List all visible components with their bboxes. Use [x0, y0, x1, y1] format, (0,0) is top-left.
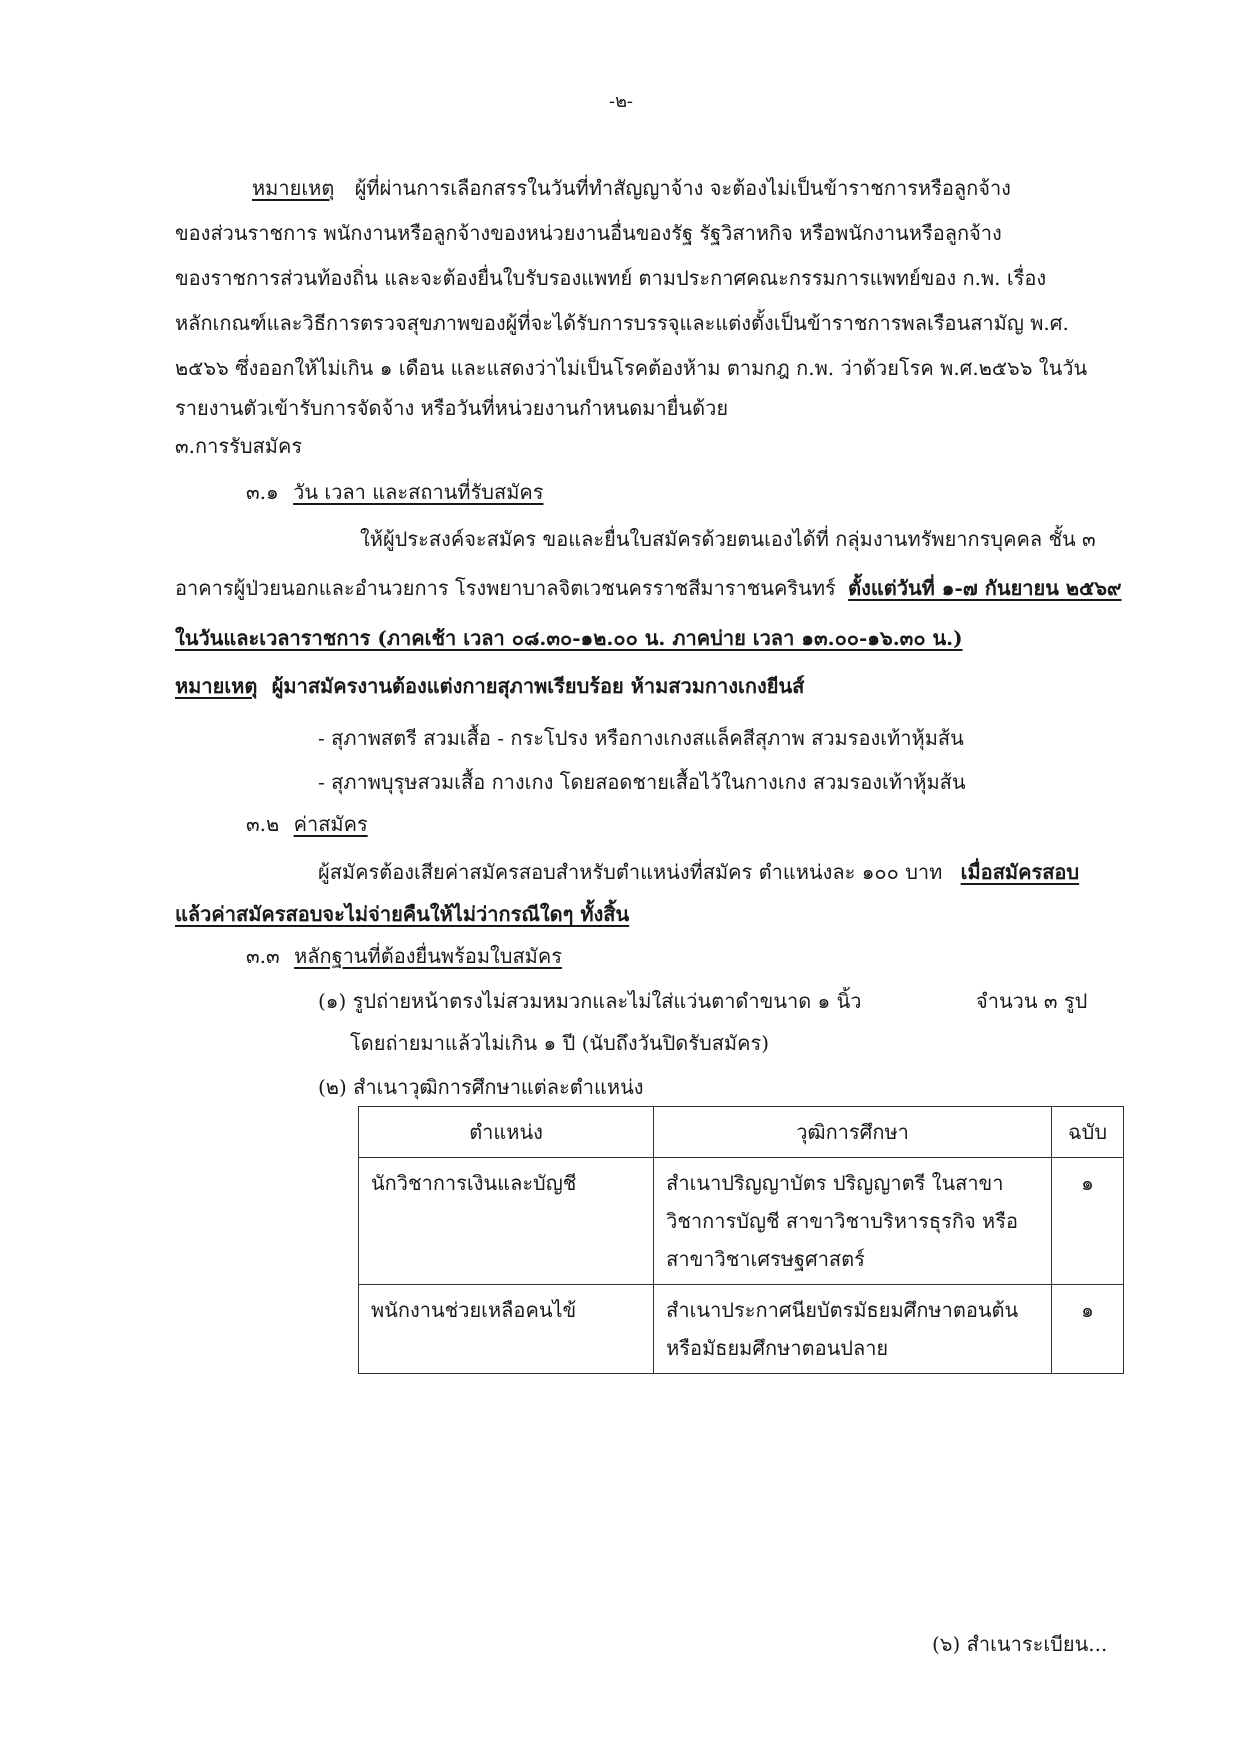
qualification-line: สำเนาปริญญาบัตร ปริญญาตรี ในสาขา	[666, 1171, 1004, 1195]
subsection-3-2-heading	[246, 808, 368, 840]
document-item-1: (๑) รูปถ่ายหน้าตรงไม่สวมหมวกและไม่ใส่แว่นตาดำขนาด ๑ นิ้ว	[318, 989, 862, 1013]
fee-warning-cont: แล้วค่าสมัครสอบจะไม่จ่ายคืนให้ไม่ว่ากรณีใดๆ ทั้งสิ้น	[175, 902, 630, 926]
application-date: ตั้งแต่วันที่ ๑-๗ กันยายน ๒๕๖๙	[848, 576, 1122, 600]
table-row	[359, 1285, 1124, 1374]
subsection-3-1-heading	[246, 476, 544, 508]
paragraph-line	[175, 572, 1122, 604]
dress-code-bullet: - สุภาพสตรี สวมเสื้อ - กระโปรง หรือกางเกงสแล็คสีสุภาพ สวมรองเท้าหุ้มส้น	[318, 726, 964, 750]
qualification-line: สำเนาประกาศนียบัตรมัธยมศึกษาตอนต้น	[666, 1298, 1019, 1322]
fee-text: ผู้สมัครต้องเสียค่าสมัครสอบสำหรับตำแหน่งที่สมัคร ตำแหน่งละ ๑๐๐ บาท	[318, 860, 943, 884]
subsection-title: วัน เวลา และสถานที่รับสมัคร	[293, 480, 544, 504]
note-label: หมายเหตุ	[252, 176, 335, 200]
qualification-cell	[654, 1285, 1052, 1374]
copies-cell: ๑	[1052, 1158, 1124, 1285]
note-line: รายงานตัวเข้ารับการจัดจ้าง หรือวันที่หน่วยงานกำหนดมายื่นด้วย	[175, 396, 729, 420]
page-number: -๒-	[608, 91, 634, 112]
qualification-line: สาขาวิชาเศรษฐศาสตร์	[666, 1247, 865, 1271]
note-line: ๒๕๖๖ ซึ่งออกให้ไม่เกิน ๑ เดือน และแสดงว่าไม่เป็นโรคต้องห้าม ตามกฎ ก.พ. ว่าด้วยโรค พ.ศ.๒๕๖๖ ในวัน	[175, 356, 1088, 380]
qualification-cell	[654, 1158, 1052, 1285]
note-line: หลักเกณฑ์และวิธีการตรวจสุขภาพของผู้ที่จะได้รับการบรรจุและแต่งตั้งเป็นข้าราชการพลเรือนสามัญ พ.ศ.	[175, 311, 1069, 335]
paragraph-text: อาคารผู้ป่วยนอกและอำนวยการ โรงพยาบาลจิตเวชนครราชสีมาราชนครินทร์	[175, 576, 836, 600]
position-cell: นักวิชาการเงินและบัญชี	[359, 1158, 654, 1285]
table-header-row	[359, 1107, 1124, 1158]
qualification-line: หรือมัธยมศึกษาตอนปลาย	[666, 1336, 889, 1360]
subsection-title: หลักฐานที่ต้องยื่นพร้อมใบสมัคร	[294, 944, 562, 968]
photo-quantity: จำนวน ๓ รูป	[976, 989, 1088, 1013]
continuation-note: (๖) สำเนาระเบียน...	[932, 1632, 1108, 1656]
subsection-number: ๓.๑	[246, 480, 279, 504]
subsection-number: ๓.๓	[246, 944, 280, 968]
header-copies: ฉบับ	[1052, 1107, 1124, 1158]
note-label: หมายเหตุ	[175, 674, 258, 698]
header-qualification: วุฒิการศึกษา	[654, 1107, 1052, 1158]
subsection-number: ๓.๒	[246, 812, 280, 836]
dress-code-bullet: - สุภาพบุรุษสวมเสื้อ กางเกง โดยสอดชายเสื้อไว้ในกางเกง สวมรองเท้าหุ้มส้น	[318, 770, 966, 794]
note-paragraph-first-line	[252, 172, 1011, 204]
fee-line	[318, 856, 1079, 888]
qualification-table	[358, 1106, 1124, 1374]
note-line: ของราชการส่วนท้องถิ่น และจะต้องยื่นใบรับรองแพทย์ ตามประกาศคณะกรรมการแพทย์ของ ก.พ. เรื่อง	[175, 266, 1047, 290]
paragraph-line: ให้ผู้ประสงค์จะสมัคร ขอและยื่นใบสมัครด้วยตนเองได้ที่ กลุ่มงานทรัพยากรบุคคล ชั้น ๓	[360, 527, 1096, 551]
qualification-line: วิชาการบัญชี สาขาวิชาบริหารธุรกิจ หรือ	[666, 1209, 1018, 1233]
copies-cell: ๑	[1052, 1285, 1124, 1374]
section-title: ๓.การรับสมัคร	[175, 434, 303, 458]
note-text: ผู้มาสมัครงานต้องแต่งกายสุภาพเรียบร้อย ห้ามสวมกางเกงยีนส์	[271, 674, 805, 698]
document-item-1-detail: โดยถ่ายมาแล้วไม่เกิน ๑ ปี (นับถึงวันปิดรับสมัคร)	[350, 1031, 770, 1055]
header-position: ตำแหน่ง	[359, 1107, 654, 1158]
subsection-title: ค่าสมัคร	[293, 812, 368, 836]
office-hours: ในวันและเวลาราชการ (ภาคเช้า เวลา ๐๘.๓๐-๑๒.๐๐ น. ภาคบ่าย เวลา ๑๓.๐๐-๑๖.๓๐ น.)	[175, 626, 963, 650]
table-row	[359, 1158, 1124, 1285]
note-text: ผู้ที่ผ่านการเลือกสรรในวันที่ทำสัญญาจ้าง จะต้องไม่เป็นข้าราชการหรือลูกจ้าง	[354, 176, 1011, 200]
subsection-3-3-heading	[246, 940, 562, 972]
fee-warning: เมื่อสมัครสอบ	[960, 860, 1080, 884]
document-item-2: (๒) สำเนาวุฒิการศึกษาแต่ละตำแหน่ง	[318, 1075, 644, 1099]
dress-code-note	[175, 670, 804, 702]
note-line: ของส่วนราชการ พนักงานหรือลูกจ้างของหน่วยงานอื่นของรัฐ รัฐวิสาหกิจ หรือพนักงานหรือลูกจ้าง	[175, 221, 1002, 245]
position-cell: พนักงานช่วยเหลือคนไข้	[359, 1285, 654, 1374]
